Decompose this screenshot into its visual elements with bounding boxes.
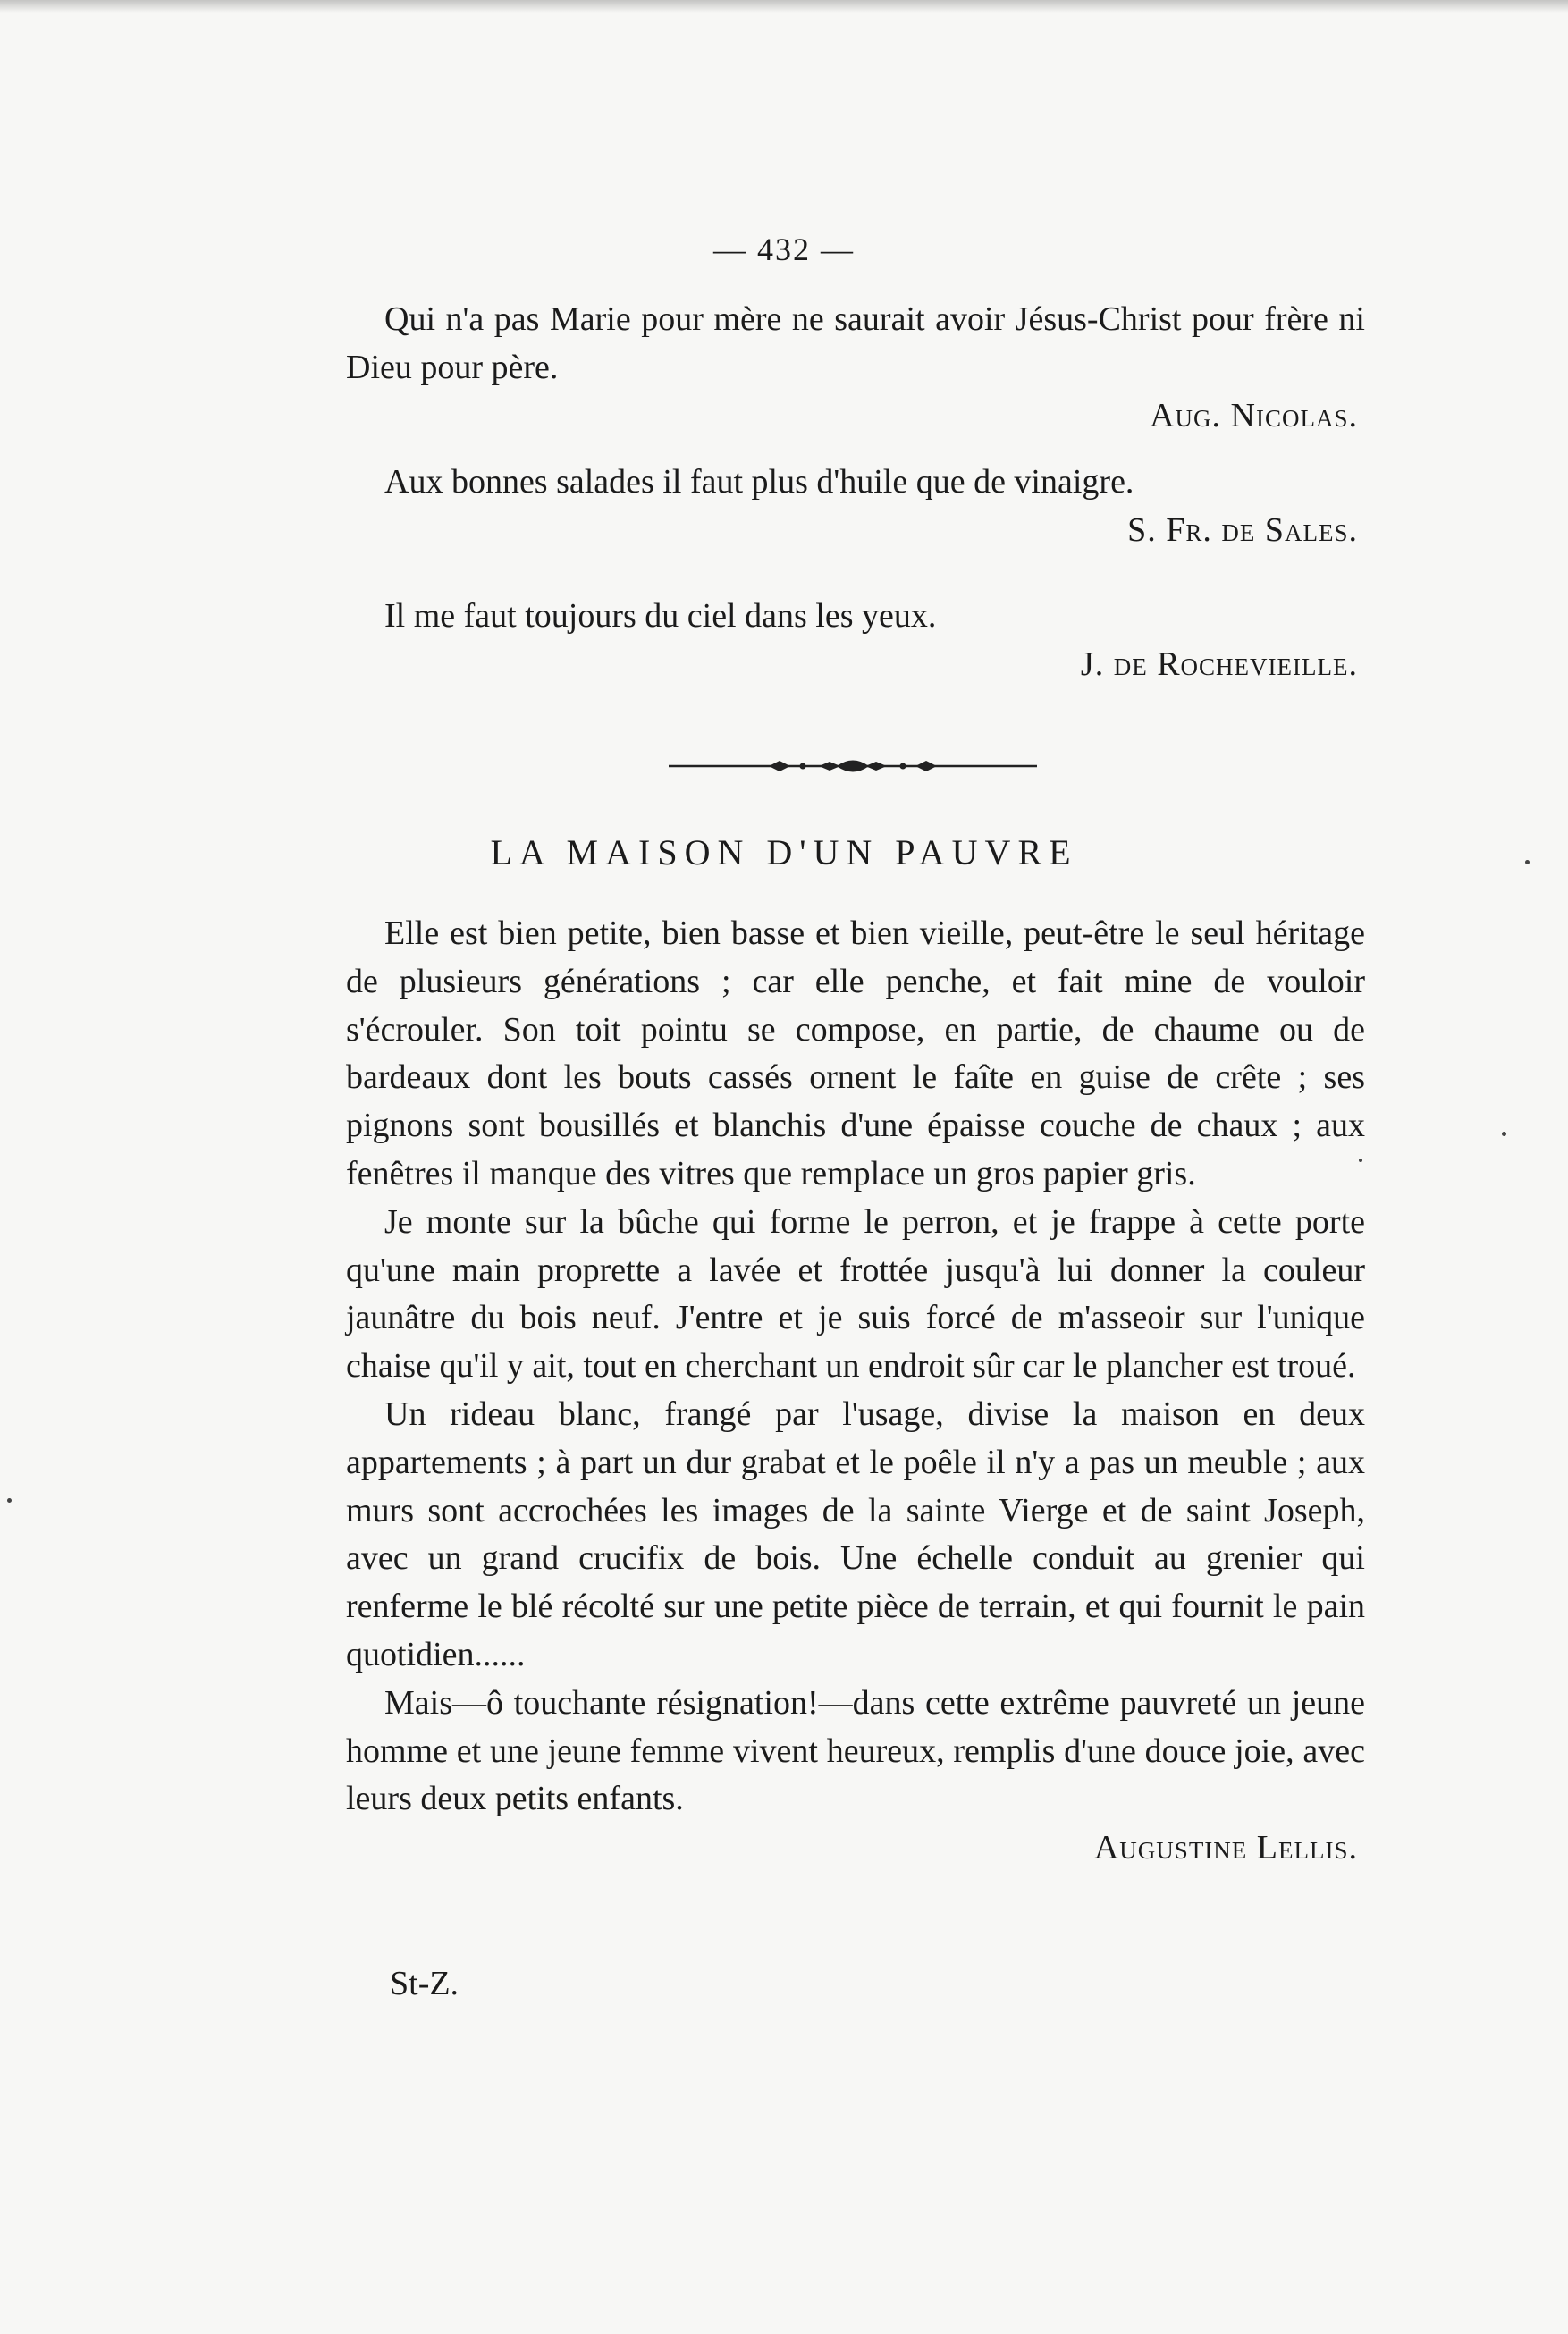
scan-edge xyxy=(0,0,1568,13)
page-number: — 432 — xyxy=(713,232,855,267)
quote-author: J. de Rochevieille. xyxy=(1080,645,1358,683)
scan-speck xyxy=(1502,1132,1506,1136)
article-paragraph: Un rideau blanc, frangé par l'usage, divise la maison en deux appartements ; à part un dur grabat et le poêle il n'y a pas un meuble ; aux murs sont accrochées les images de la sainte Vierge et de saint Joseph, avec un grand crucifix de bois. Une échelle conduit au grenier qui renferme le blé récolté sur une petite pièce de terrain, et qui fournit le pain quotidien...... xyxy=(346,1395,1365,1673)
article-place: St-Z. xyxy=(390,1965,459,2002)
quote-text: Il me faut toujours du ciel dans les yeux. xyxy=(384,597,937,635)
quote-author: Aug. Nicolas. xyxy=(1150,397,1358,434)
quote-author: S. Fr. de Sales. xyxy=(1127,511,1358,549)
article-body xyxy=(346,910,1365,1872)
section-divider-ornament xyxy=(669,753,1037,779)
article-title: LA MAISON D'UN PAUVRE xyxy=(490,832,1078,872)
article-paragraph: Mais—ô touchante résignation!—dans cette extrême pauvreté un jeune homme et une jeune femme vivent heureux, remplis d'une douce joie, avec leurs deux petits enfants. xyxy=(346,1683,1365,1818)
quote-block xyxy=(346,295,1365,440)
quote-text: Qui n'a pas Marie pour mère ne saurait avoir Jésus-Christ pour frère ni Dieu pour père. xyxy=(346,300,1365,386)
article-author: Augustine Lellis. xyxy=(1093,1829,1358,1867)
quote-block xyxy=(346,458,1365,554)
quote-text: Aux bonnes salades il faut plus d'huile que de vinaigre. xyxy=(384,463,1134,501)
scan-speck xyxy=(7,1498,12,1503)
quote-block xyxy=(346,592,1365,688)
article-paragraph: Elle est bien petite, bien basse et bien vieille, peut-être le seul héritage de plusieurs générations ; car elle penche, et fait mine de vouloir s'écrouler. Son toit pointu se compose, en partie, de chaume ou de bardeaux dont les bouts cassés ornent le faîte en guise de crête ; ses pignons sont bousillés et blanchis d'une épaisse couche de chaux ; aux fenêtres il manque des vitres que remplace un gros papier gris. xyxy=(346,914,1365,1192)
article-paragraph: Je monte sur la bûche qui forme le perron, et je frappe à cette porte qu'une main proprette a lavée et frottée jusqu'à lui donner la couleur jaunâtre du bois neuf. J'entre et je suis forcé de m'asseoir sur l'unique chaise qu'il y ait, tout en cherchant un endroit sûr car le plancher est troué. xyxy=(346,1202,1365,1386)
